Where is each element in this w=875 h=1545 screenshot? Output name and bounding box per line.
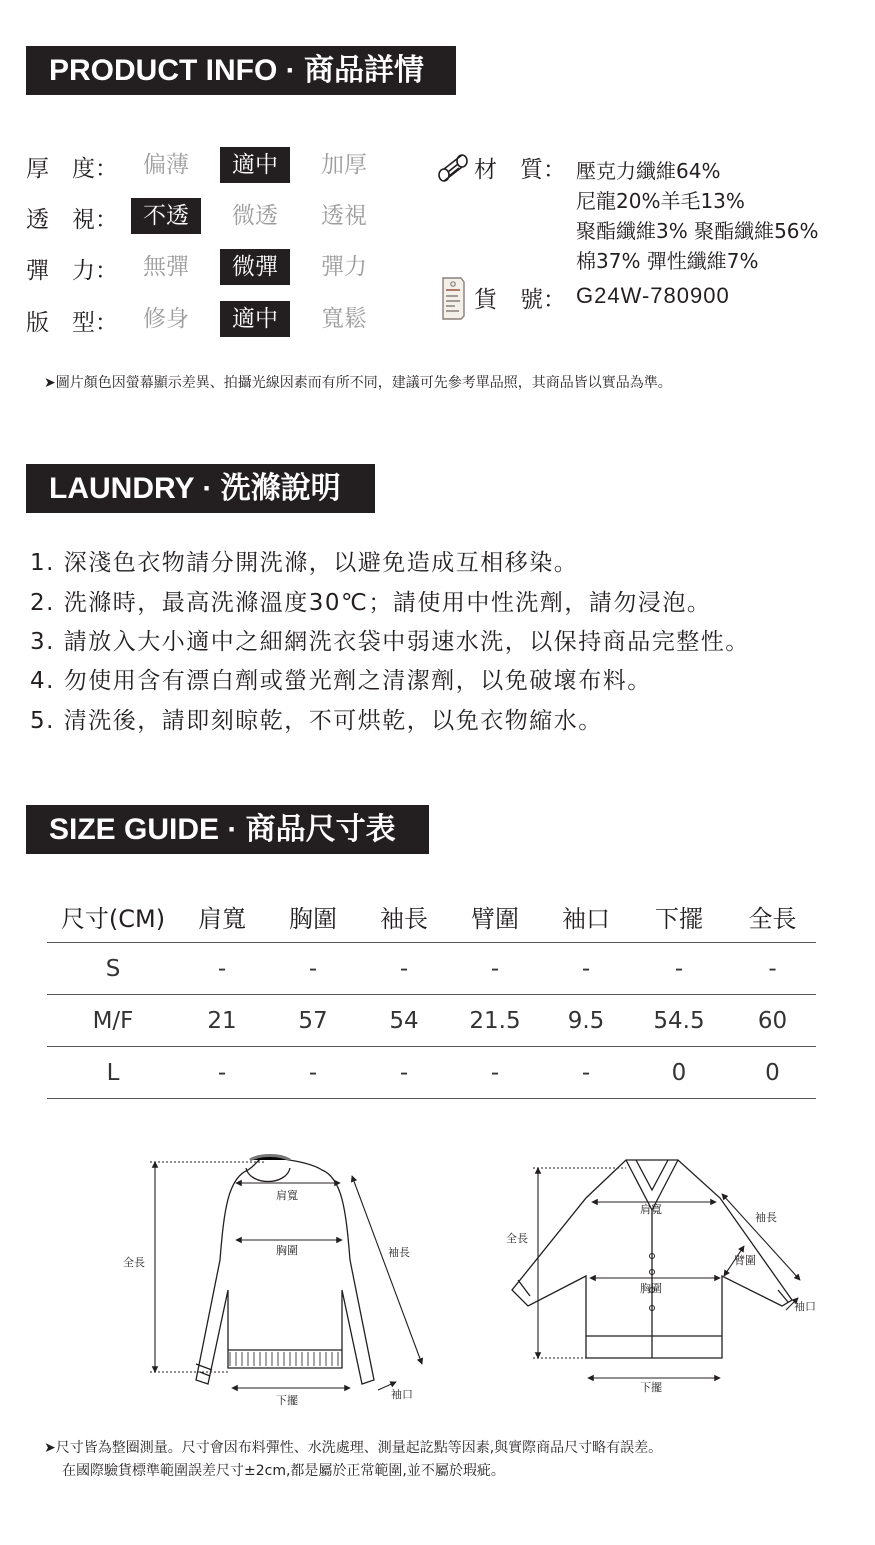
size-cell: - — [265, 943, 361, 995]
attribute-option-selected: 適中 — [220, 147, 290, 183]
arm-label: 臂圍 — [734, 1254, 756, 1267]
column-header: 袖長 — [361, 890, 447, 943]
size-cell: L — [47, 1047, 179, 1099]
material-line: 壓克力纖維64% — [576, 159, 721, 183]
chest-label: 胸圍 — [640, 1282, 662, 1295]
table-row — [47, 943, 816, 995]
attribute-label: 透 視： — [26, 207, 118, 233]
attribute-option-selected: 不透 — [131, 198, 201, 234]
size-cell: - — [729, 943, 816, 995]
size-footnote: 在國際驗貨標準範圍誤差尺寸±2cm,都是屬於正常範圍,並不屬於瑕疵。 — [62, 1463, 505, 1479]
size-cell: - — [629, 943, 729, 995]
size-footnote: ➤尺寸皆為整圈測量。尺寸會因布料彈性、水洗處理、測量起訖點等因素,與實際商品尺寸略有誤差。 — [44, 1440, 663, 1456]
column-header: 臂圍 — [447, 890, 543, 943]
column-header: 下擺 — [629, 890, 729, 943]
column-header: 肩寬 — [179, 890, 265, 943]
yarn-spool-icon — [436, 153, 470, 183]
column-header: 尺寸(CM) — [47, 890, 179, 943]
size-cell: 60 — [729, 995, 816, 1047]
size-cell: - — [265, 1047, 361, 1099]
size-cell: 54 — [361, 995, 447, 1047]
size-cell: 21.5 — [447, 995, 543, 1047]
pullover-measurement-diagram — [110, 1150, 440, 1410]
attribute-label: 彈 力： — [26, 258, 118, 284]
attribute-option: 偏薄 — [143, 152, 189, 178]
size-cell: - — [447, 1047, 543, 1099]
chest-label: 胸圍 — [276, 1244, 298, 1257]
item-no-label: 貨 號： — [474, 287, 566, 313]
size-cell: - — [361, 943, 447, 995]
hem-label: 下擺 — [276, 1394, 298, 1407]
size-cell: - — [543, 1047, 629, 1099]
laundry-instruction: 4. 勿使用含有漂白劑或螢光劑之清潔劑，以免破壞布料。 — [30, 668, 652, 694]
shoulder-label: 肩寬 — [640, 1203, 662, 1216]
material-line: 棉37% 彈性纖維7% — [576, 249, 759, 273]
size-cell: - — [179, 1047, 265, 1099]
size-cell: 9.5 — [543, 995, 629, 1047]
cuff-label: 袖口 — [391, 1388, 413, 1401]
size-cell: - — [179, 943, 265, 995]
column-header: 全長 — [729, 890, 816, 943]
size-cell: 21 — [179, 995, 265, 1047]
material-line: 聚酯纖維3% 聚酯纖維56% — [576, 219, 819, 243]
column-header: 袖口 — [543, 890, 629, 943]
cardigan-measurement-diagram — [500, 1150, 830, 1400]
shoulder-label: 肩寬 — [276, 1189, 298, 1202]
size-table-header-row — [47, 890, 816, 943]
sleeve-label: 袖長 — [755, 1211, 777, 1224]
material-line: 尼龍20%羊毛13% — [576, 189, 745, 213]
attribute-option-selected: 微彈 — [220, 249, 290, 285]
attribute-option: 彈力 — [321, 254, 367, 280]
laundry-instruction: 5. 清洗後，請即刻晾乾，不可烘乾，以免衣物縮水。 — [30, 708, 603, 734]
attribute-option-selected: 適中 — [220, 301, 290, 337]
size-cell: M/F — [47, 995, 179, 1047]
hem-label: 下擺 — [640, 1381, 662, 1394]
attribute-option: 加厚 — [321, 152, 367, 178]
sleeve-label: 袖長 — [388, 1246, 410, 1259]
size-cell: - — [543, 943, 629, 995]
full-length-label: 全長 — [506, 1232, 528, 1245]
price-tag-icon — [440, 276, 466, 320]
laundry-instruction: 3. 請放入大小適中之細網洗衣袋中弱速水洗，以保持商品完整性。 — [30, 629, 750, 655]
size-cell: 54.5 — [629, 995, 729, 1047]
size-cell: - — [361, 1047, 447, 1099]
full-length-label: 全長 — [123, 1256, 145, 1269]
attribute-option: 寬鬆 — [321, 306, 367, 332]
cuff-label: 袖口 — [794, 1300, 816, 1313]
column-header: 胸圍 — [265, 890, 361, 943]
size-cell: 57 — [265, 995, 361, 1047]
attribute-label: 厚 度： — [26, 156, 118, 182]
size-guide-header: SIZE GUIDE · 商品尺寸表 — [26, 805, 429, 854]
size-cell: - — [447, 943, 543, 995]
attribute-option: 無彈 — [143, 254, 189, 280]
attribute-option: 透視 — [321, 203, 367, 229]
item-number: G24W-780900 — [576, 283, 730, 308]
color-disclaimer-note: ➤圖片顏色因螢幕顯示差異、拍攝光線因素而有所不同，建議可先參考單品照，其商品皆以實品為準。 — [44, 375, 672, 391]
size-cell: 0 — [729, 1047, 816, 1099]
table-row — [47, 995, 816, 1047]
laundry-instruction: 1. 深淺色衣物請分開洗滌，以避免造成互相移染。 — [30, 550, 579, 576]
size-cell: S — [47, 943, 179, 995]
attribute-label: 版 型： — [26, 310, 118, 336]
laundry-header: LAUNDRY · 洗滌說明 — [26, 464, 375, 513]
size-cell: 0 — [629, 1047, 729, 1099]
product-info-header: PRODUCT INFO · 商品詳情 — [26, 46, 456, 95]
attribute-option: 微透 — [232, 203, 278, 229]
laundry-instruction: 2. 洗滌時，最高洗滌溫度30℃；請使用中性洗劑，請勿浸泡。 — [30, 590, 712, 616]
attribute-option: 修身 — [143, 306, 189, 332]
size-table — [47, 890, 816, 1099]
material-label: 材 質： — [474, 157, 566, 183]
table-row — [47, 1047, 816, 1099]
